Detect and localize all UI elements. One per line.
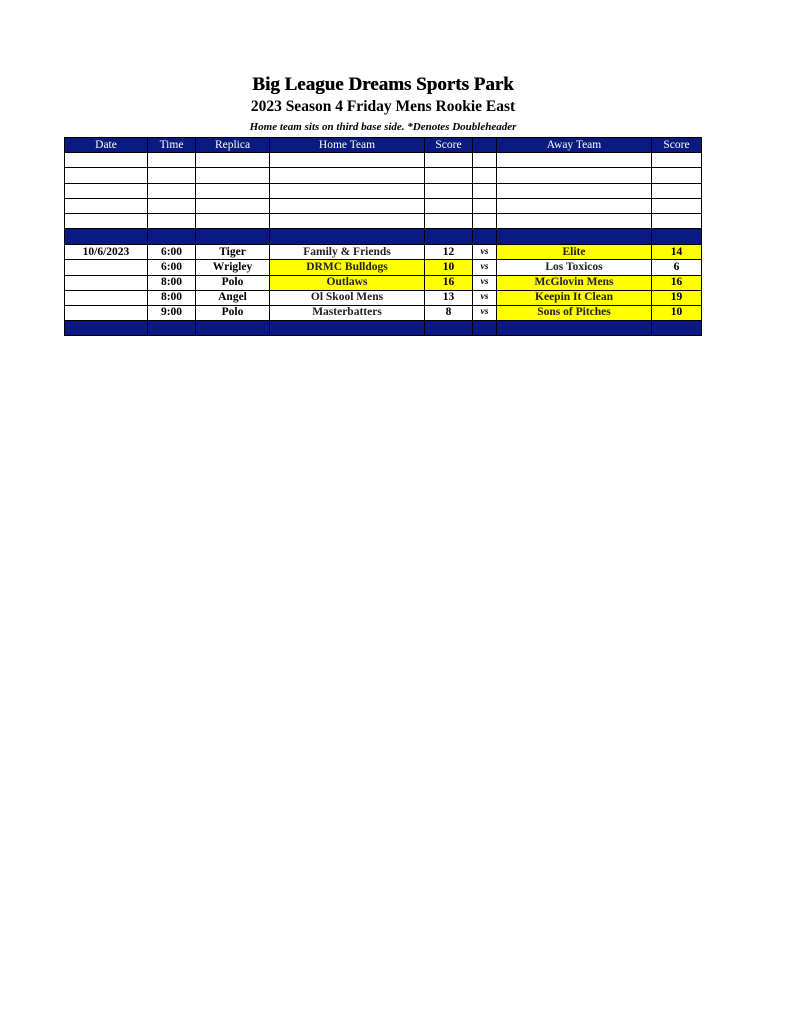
date-cell: [65, 290, 148, 305]
home-score-cell: 16: [425, 275, 473, 290]
away-score-cell: 10: [652, 305, 702, 320]
blank-row: [65, 168, 702, 183]
date-cell: 10/6/2023: [65, 245, 148, 260]
date-cell: [65, 260, 148, 275]
away-team-cell: McGlovin Mens: [497, 275, 652, 290]
away-team-cell: Sons of Pitches: [497, 305, 652, 320]
blank-row: [65, 183, 702, 198]
col-header-away-score: Score: [652, 138, 702, 153]
away-team-cell: Elite: [497, 245, 652, 260]
blank-row: [65, 198, 702, 213]
separator-row: [65, 321, 702, 336]
home-team-cell: Family & Friends: [270, 245, 425, 260]
replica-cell: Tiger: [196, 245, 270, 260]
away-score-cell: 19: [652, 290, 702, 305]
col-header-away-team: Away Team: [497, 138, 652, 153]
away-score-cell: 14: [652, 245, 702, 260]
away-team-cell: Los Toxicos: [497, 260, 652, 275]
time-cell: 8:00: [148, 290, 196, 305]
replica-cell: Polo: [196, 305, 270, 320]
home-score-cell: 12: [425, 245, 473, 260]
away-score-cell: 16: [652, 275, 702, 290]
home-score-cell: 10: [425, 260, 473, 275]
game-row: [65, 305, 702, 320]
replica-cell: Polo: [196, 275, 270, 290]
away-score-cell: 6: [652, 260, 702, 275]
col-header-home-score: Score: [425, 138, 473, 153]
page-subtitle: 2023 Season 4 Friday Mens Rookie East: [250, 98, 516, 115]
vs-cell: vs: [473, 245, 497, 260]
vs-cell: vs: [473, 290, 497, 305]
col-header-date: Date: [65, 138, 148, 153]
date-cell: [65, 305, 148, 320]
home-team-cell: DRMC Bulldogs: [270, 260, 425, 275]
blank-row: [65, 153, 702, 168]
game-row: [65, 275, 702, 290]
replica-cell: Angel: [196, 290, 270, 305]
page-title: Big League Dreams Sports Park: [252, 74, 514, 95]
schedule-note: Home team sits on third base side. *Denotes Doubleheader: [249, 121, 517, 133]
blank-row: [65, 213, 702, 228]
time-cell: 8:00: [148, 275, 196, 290]
col-header-vs: [473, 138, 497, 153]
vs-cell: vs: [473, 305, 497, 320]
schedule-table: [64, 137, 702, 336]
separator-row: [65, 229, 702, 245]
home-team-cell: Outlaws: [270, 275, 425, 290]
vs-cell: vs: [473, 260, 497, 275]
col-header-home-team: Home Team: [270, 138, 425, 153]
date-cell: [65, 275, 148, 290]
away-team-cell: Keepin It Clean: [497, 290, 652, 305]
game-row: [65, 260, 702, 275]
game-row: [65, 245, 702, 260]
time-cell: 6:00: [148, 245, 196, 260]
home-score-cell: 8: [425, 305, 473, 320]
header-row: [65, 138, 702, 153]
time-cell: 9:00: [148, 305, 196, 320]
col-header-time: Time: [148, 138, 196, 153]
game-row: [65, 290, 702, 305]
replica-cell: Wrigley: [196, 260, 270, 275]
home-score-cell: 13: [425, 290, 473, 305]
col-header-replica: Replica: [196, 138, 270, 153]
vs-cell: vs: [473, 275, 497, 290]
time-cell: 6:00: [148, 260, 196, 275]
home-team-cell: Ol Skool Mens: [270, 290, 425, 305]
home-team-cell: Masterbatters: [270, 305, 425, 320]
